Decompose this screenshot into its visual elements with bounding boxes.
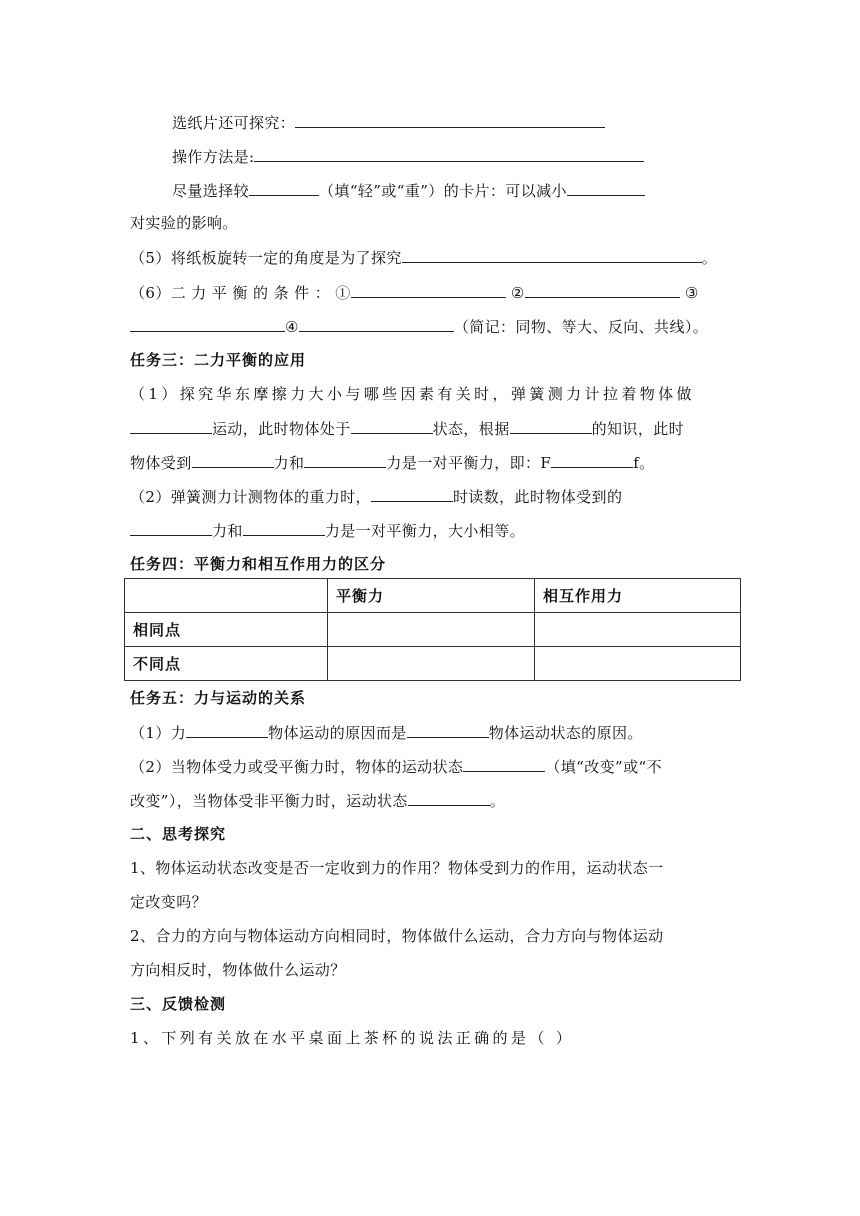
answer-blank[interactable] bbox=[567, 178, 645, 196]
table-row bbox=[125, 647, 741, 681]
text-segment: f。 bbox=[633, 454, 655, 472]
text-segment: （2）弹簧测力计测物体的重力时， bbox=[130, 488, 371, 506]
text-segment: （2）当物体受力或受平衡力时，物体的运动状态 bbox=[130, 758, 464, 776]
answer-blank[interactable] bbox=[186, 720, 268, 738]
text-segment: 力和 bbox=[212, 522, 243, 540]
task5-p2-line1 bbox=[130, 754, 662, 779]
table-header-interaction: 相互作用力 bbox=[535, 579, 741, 613]
text-segment: 。 bbox=[701, 249, 718, 267]
answer-blank[interactable] bbox=[351, 416, 433, 434]
text-segment: （6）二 力 平 衡 的 条 件 ： ① bbox=[130, 284, 351, 302]
text-segment: 物体受到 bbox=[130, 454, 192, 472]
text-segment: （填“改变”或“不 bbox=[545, 758, 662, 776]
text-segment: ④ bbox=[285, 318, 299, 336]
text-segment: ③ bbox=[684, 284, 699, 302]
answer-blank[interactable] bbox=[130, 518, 212, 536]
answer-blank[interactable] bbox=[130, 416, 212, 434]
question-2-line1: 2、合力的方向与物体运动方向相同时，物体做什么运动，合力方向与物体运动 bbox=[130, 927, 664, 945]
answer-blank[interactable] bbox=[243, 518, 325, 536]
table-cell[interactable] bbox=[535, 647, 741, 681]
table-cell[interactable] bbox=[535, 613, 741, 647]
table-cell bbox=[125, 579, 328, 613]
table-header-balanced: 平衡力 bbox=[328, 579, 535, 613]
card-choice-line bbox=[172, 178, 645, 203]
explore-line bbox=[172, 110, 605, 135]
table-row bbox=[125, 613, 741, 647]
text-segment: （1）探究华东摩擦力大小与哪些因素有关时，弹簧测力计拉着物体做 bbox=[130, 385, 695, 403]
text-segment: （填“轻”或“重”）的卡片：可以减小 bbox=[319, 182, 567, 200]
answer-blank[interactable] bbox=[407, 720, 489, 738]
answer-blank[interactable] bbox=[299, 314, 454, 332]
row-label-different: 不同点 bbox=[125, 647, 328, 681]
task5-p2-line2 bbox=[130, 788, 505, 813]
task3-p1-line1 bbox=[130, 382, 695, 406]
card-choice-line-2: 对实验的影响。 bbox=[130, 214, 238, 232]
task3-p2-line1 bbox=[130, 484, 622, 509]
text-segment: ② bbox=[510, 284, 525, 302]
answer-blank[interactable] bbox=[551, 450, 633, 468]
item-6-line bbox=[130, 280, 699, 305]
table-cell[interactable] bbox=[328, 613, 535, 647]
text-segment: 力是一对平衡力，即：F bbox=[386, 454, 552, 472]
answer-blank[interactable] bbox=[463, 754, 545, 772]
feedback-question-1 bbox=[130, 1026, 574, 1050]
answer-blank[interactable] bbox=[249, 178, 319, 196]
task3-p2-line2 bbox=[130, 518, 525, 543]
item-6-line-2 bbox=[130, 314, 708, 339]
text-segment: （简记：同物、等大、反向、共线）。 bbox=[453, 318, 709, 336]
section2-heading: 二、思考探究 bbox=[130, 825, 227, 843]
answer-blank[interactable] bbox=[295, 110, 605, 128]
text-segment: （1）力 bbox=[130, 724, 187, 742]
task3-heading: 任务三：二力平衡的应用 bbox=[130, 351, 307, 369]
method-line bbox=[172, 144, 644, 169]
task3-p1-line2 bbox=[130, 416, 684, 441]
question-1-line1: 1、物体运动状态改变是否一定收到力的作用？物体受到力的作用，运动状态一 bbox=[130, 859, 664, 877]
answer-blank[interactable] bbox=[510, 416, 592, 434]
task4-heading: 任务四：平衡力和相互作用力的区分 bbox=[130, 555, 387, 573]
method-label: 操作方法是: bbox=[172, 148, 255, 166]
text-segment: 力是一对平衡力，大小相等。 bbox=[324, 522, 526, 540]
text-segment: 。 bbox=[489, 792, 506, 810]
answer-blank[interactable] bbox=[254, 144, 644, 162]
section3-heading: 三、反馈检测 bbox=[130, 995, 227, 1013]
answer-blank[interactable] bbox=[525, 280, 680, 298]
answer-blank[interactable] bbox=[408, 788, 490, 806]
text-segment: 物体运动的原因而是 bbox=[268, 724, 407, 742]
question-1-line2: 定改变吗？ bbox=[130, 893, 208, 911]
text-segment: 的知识，此时 bbox=[591, 420, 685, 438]
text-segment: 力和 bbox=[273, 454, 305, 472]
table-row bbox=[125, 579, 741, 613]
task3-p1-line3 bbox=[130, 450, 655, 475]
text-segment: 改变”），当物体受非平衡力时，运动状态 bbox=[130, 792, 408, 810]
explore-label: 选纸片还可探究： bbox=[172, 114, 296, 132]
task5-heading: 任务五：力与运动的关系 bbox=[130, 689, 307, 707]
text-segment: 时读数，此时物体受到的 bbox=[452, 488, 623, 506]
answer-blank[interactable] bbox=[192, 450, 274, 468]
comparison-table bbox=[124, 578, 741, 681]
text-segment: 运动，此时物体处于 bbox=[212, 420, 351, 438]
question-2-line2: 方向相反时，物体做什么运动？ bbox=[130, 961, 346, 979]
answer-blank[interactable] bbox=[371, 484, 453, 502]
answer-blank[interactable] bbox=[402, 245, 702, 263]
text-segment: 状态，根据 bbox=[432, 420, 510, 438]
item-5-line bbox=[130, 245, 717, 270]
answer-blank[interactable] bbox=[351, 280, 506, 298]
answer-blank[interactable] bbox=[130, 314, 285, 332]
row-label-same: 相同点 bbox=[125, 613, 328, 647]
text-segment: 尽量选择较 bbox=[172, 182, 250, 200]
task5-p1 bbox=[130, 720, 643, 745]
text-segment: 物体运动状态的原因。 bbox=[488, 724, 643, 742]
table-cell[interactable] bbox=[328, 647, 535, 681]
text-segment: （5）将纸板旋转一定的角度是为了探究 bbox=[130, 249, 402, 267]
text-segment: 1、下列有关放在水平桌面上茶杯的说法正确的是（ ） bbox=[130, 1029, 575, 1047]
answer-blank[interactable] bbox=[304, 450, 386, 468]
